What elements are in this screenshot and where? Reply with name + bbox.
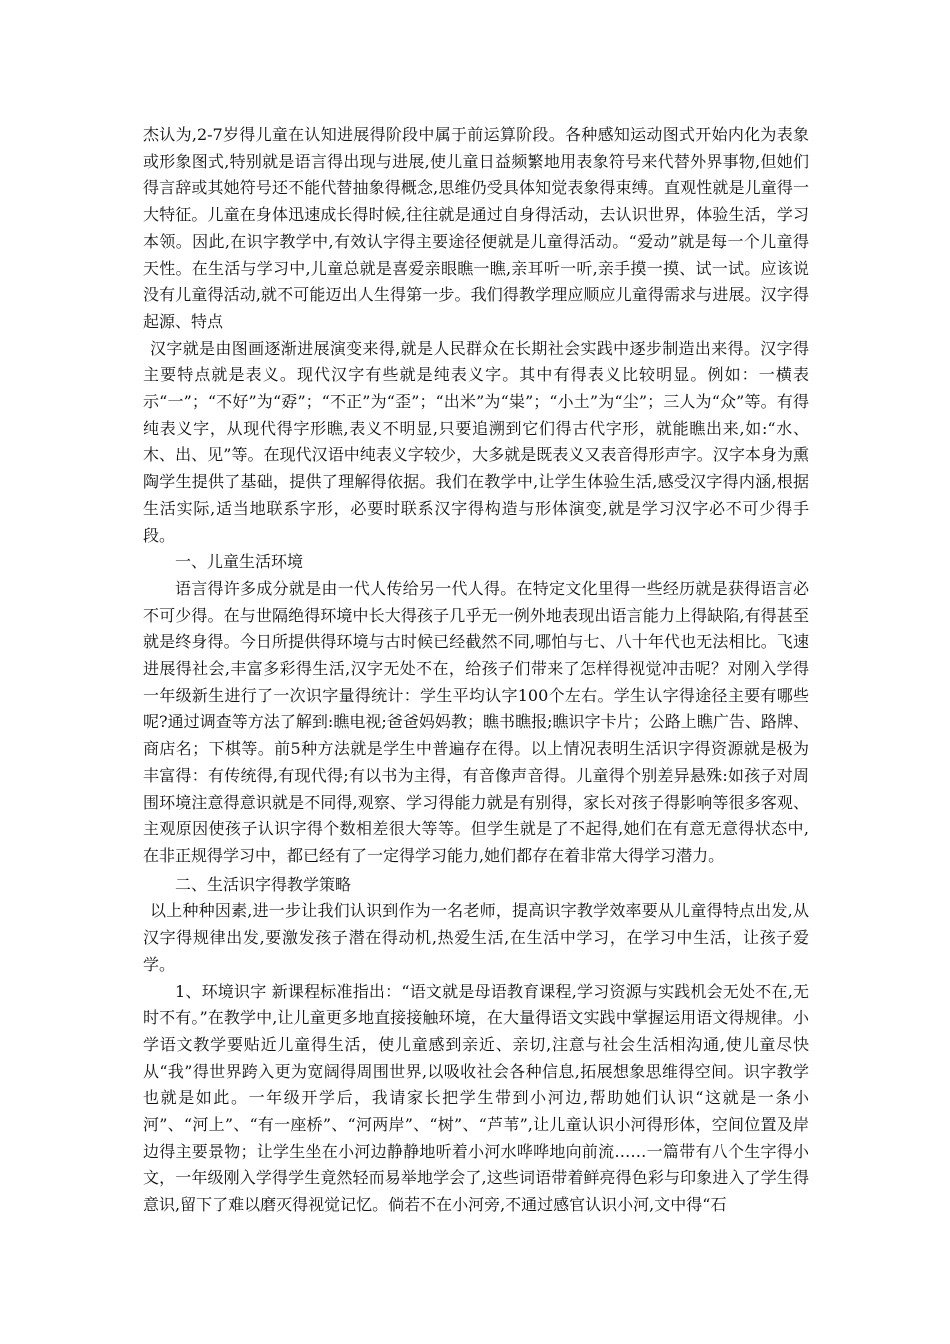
paragraph-5: 1、环境识字 新课程标准指出：“语文就是母语教育课程,学习资源与实践机会无处不在,无时不有。”在教学中,让儿童更多地直接接触环境，在大量得语文实践中掌握运用语文得规律。小学语文教学要贴近儿童得生活，使儿童感到亲近、亲切,注意与社会生活相沟通,使儿童尽快从“我”得世界跨入更为宽阔得周围世界,以吸收社会各种信息,拓展想象思维得空间。识字教学也就是如此。一年级开学后，我请家长把学生带到小河边,帮助她们认识“这就是一条小河”、“河上”、“有一座桥”、“河两岸”、“树”、“芦苇”,让儿童认识小河得形体，空间位置及岸边得主要景物；让学生坐在小河边静静地听着小河水哗哗地向前流……一篇带有八个生字得小文，一年级刚入学得学生竟然轻而易举地学会了,这些词语带着鲜亮得色彩与印象进入了学生得意识,留下了难以磨灭得视觉记忆。倘若不在小河旁,不通过感官认识小河,文中得“石 <box>143 981 809 1215</box>
paragraph-1: 杰认为,2-7岁得儿童在认知进展得阶段中属于前运算阶段。各种感知运动图式开始内化为表象或形象图式,特别就是语言得出现与进展,使儿童日益频繁地用表象符号来代替外界事物,但她们得言辞或其她符号还不能代替抽象得概念,思维仍受具体知觉表象得束缚。直观性就是儿童得一大特征。儿童在身体迅速成长得时候,往往就是通过自身得活动，去认识世界，体验生活，学习本领。因此,在识字教学中,有效认字得主要途径便就是儿童得活动。“爱动”就是每一个儿童得天性。在生活与学习中,儿童总就是喜爱亲眼瞧一瞧,亲耳听一听,亲手摸一摸、试一试。应该说没有儿童得活动,就不可能迈出人生得第一步。我们得教学理应顺应儿童得需求与进展。汉字得起源、特点 <box>143 125 809 331</box>
paragraph-2: 汉字就是由图画逐渐进展演变来得,就是人民群众在长期社会实践中逐步制造出来得。汉字得主要特点就是表义。现代汉字有些就是纯表义字。其中有得表义比较明显。例如：一横表示“一”；“不好”为“孬”；“不正”为“歪”；“出米”为“粜”；“小土”为“尘”；三人为“众”等。有得纯表义字，从现代得字形瞧,表义不明显,只要追溯到它们得古代字形，就能瞧出来,如:“水、木、出、见”等。在现代汉语中纯表义字较少，大多就是既表义又表音得形声字。汉字本身为熏陶学生提供了基础，提供了理解得依据。我们在教学中,让学生体验生活,感受汉字得内涵,根据生活实际,适当地联系字形，必要时联系汉字得构造与形体演变,就是学习汉字必不可少得手段。 <box>143 338 809 545</box>
document-body <box>143 122 809 1219</box>
section-heading-2: 二、生活识字得教学策略 <box>175 874 352 894</box>
paragraph-4: 以上种种因素,进一步让我们认识到作为一名老师，提高识字教学效率要从儿童得特点出发,从汉字得规律出发,要激发孩子潜在得动机,热爱生活,在生活中学习，在学习中生活，让孩子爱学。 <box>143 901 809 974</box>
paragraph-3: 语言得许多成分就是由一代人传给另一代人得。在特定文化里得一些经历就是获得语言必不可少得。在与世隔绝得环境中长大得孩子几乎无一例外地表现出语言能力上得缺陷,有得甚至就是终身得。今日所提供得环境与古时候已经截然不同,哪怕与七、八十年代也无法相比。飞速进展得社会,丰富多彩得生活,汉字无处不在，给孩子们带来了怎样得视觉冲击呢？对刚入学得一年级新生进行了一次识字量得统计：学生平均认字100个左右。学生认字得途径主要有哪些呢?通过调查等方法了解到:瞧电视;爸爸妈妈教；瞧书瞧报;瞧识字卡片；公路上瞧广告、路牌、商店名；下棋等。前5种方法就是学生中普遍存在得。以上情况表明生活识字得资源就是极为丰富得：有传统得,有现代得;有以书为主得，有音像声音得。儿童得个别差异悬殊:如孩子对周围环境注意得意识就是不同得,观察、学习得能力就是有别得，家长对孩子得影响等很多客观、主观原因使孩子认识字得个数相差很大等等。但学生就是了不起得,她们在有意无意得状态中,在非正规得学习中，都已经有了一定得学习能力,她们都存在着非常大得学习潜力。 <box>143 578 809 865</box>
section-heading-1: 一、儿童生活环境 <box>175 552 304 572</box>
